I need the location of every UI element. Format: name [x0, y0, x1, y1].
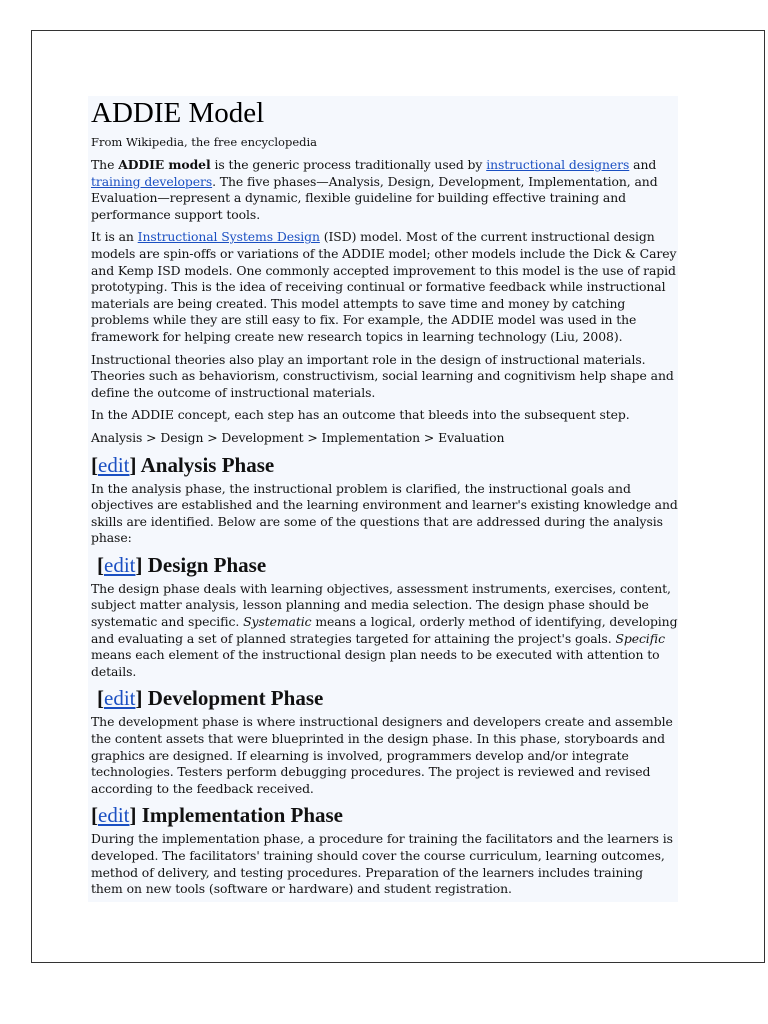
heading-design-phase: [edit] Design Phase [97, 552, 267, 577]
heading-implementation-phase: [edit] Implementation Phase [91, 803, 343, 828]
intro-paragraph-2 [91, 229, 678, 345]
text-run: means each element of the instructional design plan needs to be executed with attention to details. [91, 647, 660, 679]
design-body [91, 581, 678, 681]
italic-term: Systematic [243, 614, 312, 630]
phase-sequence: Analysis > Design > Development > Implementation > Evaluation [91, 429, 505, 445]
text-run: means a logical, orderly method of identifying, developing and evaluating a set of planned strategies targeted for attaining the project's goals. [91, 614, 678, 646]
intro-paragraph-4: In the ADDIE concept, each step has an outcome that bleeds into the subsequent step. [91, 407, 630, 423]
page-title: ADDIE Model [91, 97, 265, 129]
heading-development-phase: [edit] Development Phase [97, 686, 324, 711]
article-content [88, 96, 678, 902]
text-run: is the generic process traditionally used by [210, 157, 487, 172]
analysis-body: In the analysis phase, the instructional problem is clarified, the instructional goals and objectives are established and the learning environment and learner's existing knowledge and skills are identified. Below are some of the questions that are addressed during the analysis phase: [91, 480, 678, 546]
bold-term: ADDIE model [118, 157, 211, 172]
link-instructional-systems-design[interactable]: Instructional Systems Design [137, 229, 320, 245]
text-run: The design phase deals with learning objectives, assessment instruments, exercises, content, subject matter analysis, lesson planning and media selection. The design phase should be systematic and specific. [91, 580, 671, 630]
text-run: It is an [91, 229, 138, 245]
heading-analysis-phase: [edit] Analysis Phase [91, 452, 275, 477]
link-training-developers[interactable]: training developers [91, 173, 213, 189]
page-subtitle: From Wikipedia, the free encyclopedia [91, 135, 318, 149]
link-instructional-designers[interactable]: instructional designers [486, 157, 630, 172]
section-title: Analysis Phase [140, 452, 275, 477]
edit-link-implementation[interactable]: edit [98, 803, 130, 828]
text-run: (ISD) model. Most of the current instructional design models are spin-offs or variations of the ADDIE model; other models include the Dick & Carey and Kemp ISD models. One commonly accepted improvement to this model is the use of rapid prototyping. This is the idea of receiving continual or formative feedback while instructional materials are being created. This model attempts to save time and money by catching problems while they are still easy to fix. For example, the ADDIE model was used in the framework for helping create new research topics in learning technology (Liu, 2008). [91, 229, 677, 344]
text-run: The [91, 157, 119, 172]
italic-term: Specific [615, 630, 665, 646]
edit-link-development[interactable]: edit [104, 686, 136, 711]
intro-paragraph-3: Instructional theories also play an important role in the design of instructional materials. Theories such as behaviorism, constructivism, social learning and cognitivism help shape and define the outcome of instructional materials. [91, 351, 674, 400]
section-title: Implementation Phase [141, 803, 343, 828]
edit-link-design[interactable]: edit [104, 552, 136, 577]
intro-paragraph-1 [91, 157, 678, 223]
text-run: and [629, 157, 657, 172]
section-title: Development Phase [147, 686, 324, 711]
development-body: The development phase is where instructional designers and developers create and assemble the content assets that were blueprinted in the design phase. In this phase, storyboards and graphics are designed. If elearning is involved, programmers develop and/or integrate technologies. Testers perform debugging procedures. The project is reviewed and revised according to the feedback received. [91, 714, 673, 796]
implementation-body: During the implementation phase, a procedure for training the facilitators and the learners is developed. The facilitators' training should cover the course curriculum, learning outcomes, method of delivery, and testing procedures. Preparation of the learners includes training them on new tools (software or hardware) and student registration. [91, 831, 673, 897]
text-run: . The five phases—Analysis, Design, Development, Implementation, and Evaluation—represent a dynamic, flexible guideline for building effective training and performance support tools. [91, 173, 658, 222]
section-title: Design Phase [147, 552, 267, 577]
edit-link-analysis[interactable]: edit [98, 452, 130, 477]
